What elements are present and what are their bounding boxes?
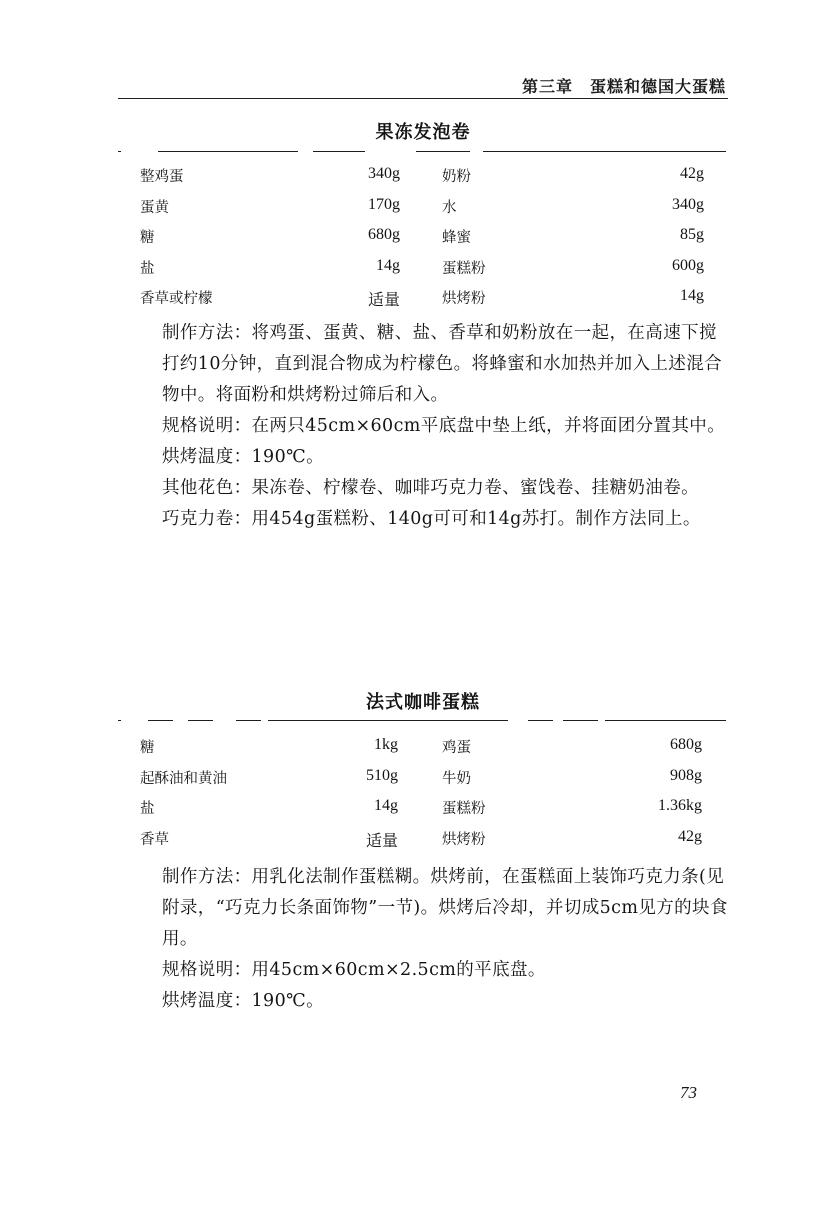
ingredient-name: 牛奶 bbox=[442, 770, 471, 787]
ingredient-row bbox=[140, 287, 400, 311]
paragraph: 烘烤温度：190℃。 bbox=[162, 447, 324, 467]
ingredient-quantity: 340g bbox=[368, 165, 400, 182]
paragraph: 制作方法：将鸡蛋、蛋黄、糖、盐、香草和奶粉放在一起，在高速下搅打约10分钟，直到混合物成为柠檬色。将蜂蜜和水加热并加入上述混合物中。将面粉和烘烤粉过筛后和入。 bbox=[162, 323, 723, 405]
ingredient-name: 整鸡蛋 bbox=[140, 169, 184, 185]
ingredient-row bbox=[442, 257, 704, 281]
ingredient-quantity: 85g bbox=[680, 226, 704, 243]
ingredient-name: 水 bbox=[442, 199, 457, 216]
ingredient-row bbox=[140, 828, 398, 852]
ingredient-row bbox=[442, 287, 704, 311]
ingredient-name: 蜂蜜 bbox=[442, 230, 471, 246]
ingredient-row bbox=[442, 797, 702, 821]
ingredient-quantity: 510g bbox=[366, 766, 398, 784]
ingredient-row bbox=[140, 165, 400, 189]
ingredient-quantity: 170g bbox=[368, 195, 400, 213]
ingredient-quantity: 42g bbox=[678, 827, 702, 845]
ingredient-name: 盐 bbox=[140, 801, 155, 817]
page-number: 73 bbox=[680, 1083, 697, 1102]
ingredient-quantity: 680g bbox=[368, 226, 400, 243]
recipe-title: 法式咖啡蛋糕 bbox=[366, 692, 480, 713]
ingredient-row bbox=[140, 767, 398, 791]
ingredient-row bbox=[442, 226, 704, 250]
ingredient-name: 起酥油和黄油 bbox=[140, 770, 227, 787]
ingredient-row bbox=[140, 736, 398, 760]
ingredient-name: 香草 bbox=[140, 831, 169, 848]
title-rule bbox=[118, 151, 726, 153]
ingredient-row bbox=[140, 797, 398, 821]
paragraph: 规格说明：在两只45cm×60cm平底盘中垫上纸，并将面团分置其中。 bbox=[162, 416, 726, 436]
method-paragraph bbox=[118, 862, 728, 1017]
running-header bbox=[118, 70, 728, 98]
ingredient-name: 糖 bbox=[140, 740, 155, 756]
ingredient-row bbox=[140, 257, 400, 281]
ingredient-quantity: 1kg bbox=[374, 736, 398, 753]
ingredient-name: 蛋糕粉 bbox=[442, 260, 486, 277]
paragraph: 规格说明：用45cm×60cm×2.5cm的平底盘。 bbox=[162, 960, 546, 980]
title-rule bbox=[118, 720, 726, 722]
paragraph: 制作方法：用乳化法制作蛋糕糊。烘烤前，在蛋糕面上装饰巧克力条(见附录，“巧克力长条面饰物”一节)。烘烤后冷却，并切成5cm见方的块食用。 bbox=[162, 867, 728, 949]
ingredient-quantity: 14g bbox=[680, 287, 704, 304]
ingredient-row bbox=[140, 196, 400, 220]
ingredient-quantity: 340g bbox=[672, 195, 704, 213]
ingredient-name: 蛋黄 bbox=[140, 199, 169, 216]
ingredient-quantity: 908g bbox=[670, 766, 702, 784]
ingredient-name: 盐 bbox=[140, 260, 155, 277]
ingredient-name: 烘烤粉 bbox=[442, 831, 486, 848]
ingredient-quantity: 42g bbox=[680, 165, 704, 182]
ingredient-name: 奶粉 bbox=[442, 169, 471, 185]
ingredient-name: 蛋糕粉 bbox=[442, 801, 486, 817]
ingredient-quantity: 14g bbox=[376, 256, 400, 274]
ingredient-quantity: 适量 bbox=[365, 832, 398, 850]
ingredient-name: 鸡蛋 bbox=[442, 740, 471, 756]
ingredient-quantity: 14g bbox=[374, 797, 398, 814]
ingredient-quantity: 适量 bbox=[367, 292, 400, 309]
ingredient-quantity: 600g bbox=[672, 256, 704, 274]
chapter-title: 第三章 蛋糕和德国大蛋糕 bbox=[521, 77, 726, 96]
ingredient-name: 烘烤粉 bbox=[442, 291, 486, 307]
ingredient-name: 香草或柠檬 bbox=[140, 291, 213, 307]
ingredient-row bbox=[140, 226, 400, 250]
ingredient-row bbox=[442, 736, 702, 760]
paragraph: 烘烤温度：190℃。 bbox=[162, 991, 324, 1011]
paragraph: 其他花色：果冻卷、柠檬卷、咖啡巧克力卷、蜜饯卷、挂糖奶油卷。 bbox=[162, 478, 699, 498]
method-paragraph bbox=[118, 318, 728, 535]
ingredient-row bbox=[442, 828, 702, 852]
ingredient-row bbox=[442, 165, 704, 189]
ingredient-row bbox=[442, 196, 704, 220]
ingredient-quantity: 1.36kg bbox=[658, 797, 702, 814]
ingredient-name: 糖 bbox=[140, 230, 155, 246]
ingredient-quantity: 680g bbox=[670, 736, 702, 753]
header-rule bbox=[118, 98, 728, 99]
paragraph: 巧克力卷：用454g蛋糕粉、140g可可和14g苏打。制作方法同上。 bbox=[162, 509, 701, 529]
ingredient-row bbox=[442, 767, 702, 791]
recipe-title: 果冻发泡卷 bbox=[375, 122, 471, 143]
